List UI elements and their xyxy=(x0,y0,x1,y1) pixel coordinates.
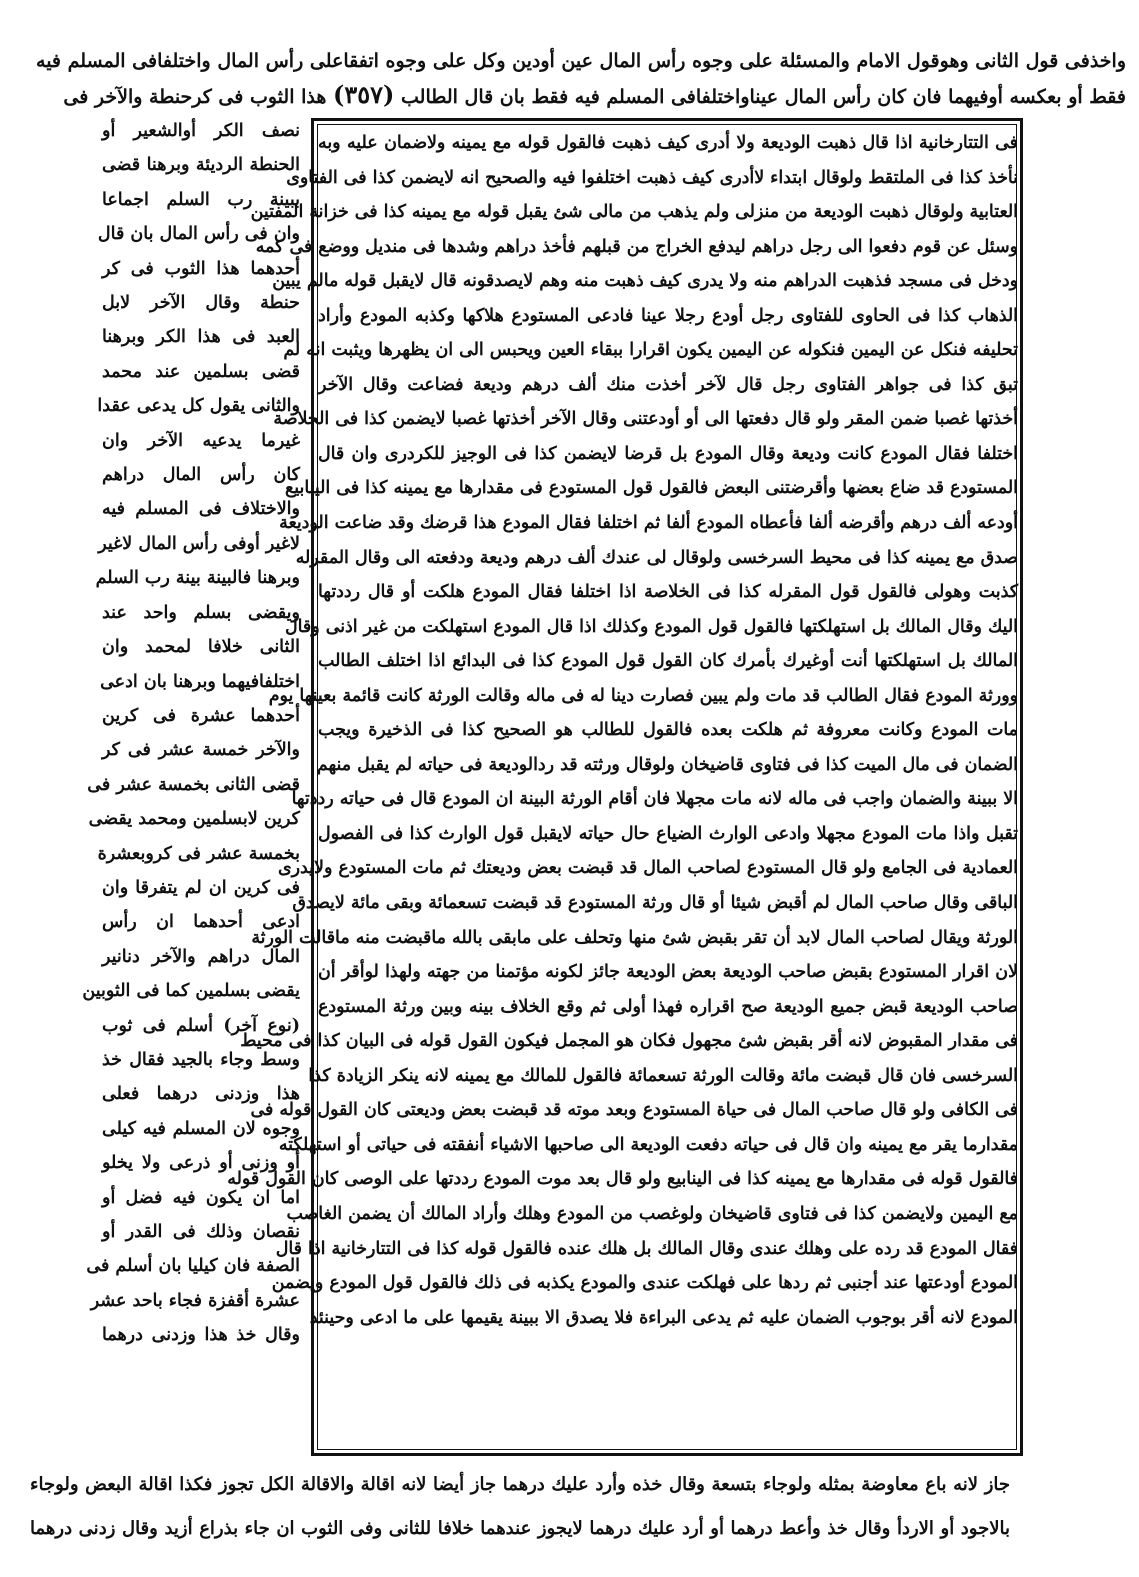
main-line: صدق مع يمينه كذا فى محيط السرخسى ولوقال لى عندك ألف درهم وديعة ودفعته الى وقال المقرله xyxy=(295,547,1018,568)
main-body-text xyxy=(227,126,1018,1335)
main-line: فى مقدار المقبوض لانه أقر بقبض شئ مجهول فكان هو المجمل فيكون القول قوله فى البيان كذا فى محيط xyxy=(240,1031,1018,1052)
main-line: فى التتارخانية اذا قال ذهبت الوديعة ولا أدرى كيف ذهبت فالقول قوله مع يمينه ولاضمان عليه وبه xyxy=(318,133,1018,153)
side-line: والآخر خمسة عشر فى كر xyxy=(102,740,300,761)
side-line: والاختلاف فى المسلم فيه xyxy=(102,499,300,520)
main-line: ودخل فى مسجد فذهبت الدراهم منه ولا يدرى كيف ذهبت منه وهم لايصدقونه قال لايقبل قوله مالم يبين xyxy=(272,271,1018,292)
side-line: قضى بسلمين عند محمد xyxy=(102,361,300,382)
top-margin-line-2-text: فقط أو بعكسه أوفيهما فان كان رأس المال عيناواختلفافى المسلم فيه فقط بان قال الطالب xyxy=(401,86,1126,108)
bottom-margin-commentary xyxy=(30,1463,1010,1551)
side-line: المال دراهم والآخر دنانير xyxy=(102,946,300,967)
main-line: مات المودع وكانت معروفة ثم هلكت بعده فالقول للطالب هو الصحيح كذا فى الذخيرة ويجب xyxy=(318,720,1018,741)
main-line: فالقول قوله فى مقدارها مع يمينه كذا فى الينابيع ولو قال بعد موت المودع رددتها على الوصى كان القول قوله xyxy=(227,1169,1018,1190)
side-line: أحدهما عشرة فى كرين xyxy=(102,705,300,726)
side-line: كان رأس المال دراهم xyxy=(102,465,300,486)
top-margin-line-2-end: هذا الثوب فى كرحنطة والآخر فى xyxy=(63,86,327,108)
side-line: لاغير أوفى رأس المال لاغير xyxy=(98,533,300,554)
main-line: السرخسى فان قال قبضت مائة وقالت الورثة تسعمائة فالقول للمالك مع يمينه لانه ينكر الزيادة كذا xyxy=(308,1065,1018,1086)
main-line: نأخذ كذا فى الملتقط ولوقال ابتداء لاأدرى كيف ذهبت اختلفوا فيه والصحيح انه لايضمن كذا فى الفتاوى xyxy=(286,167,1018,188)
side-line: الصفة فان كيليا بان أسلم فى xyxy=(86,1256,300,1277)
main-line: أودعه ألف درهم وأقرضه ألفا فأعطاه المودع ألفا ثم اختلفا فقال المودع هذا قرضك وقد ضاعت الوديعة xyxy=(279,513,1018,534)
side-line: اما ان يكون فيه فضل أو xyxy=(102,1187,300,1208)
side-line: ادعى أحدهما ان رأس xyxy=(102,912,300,933)
side-line: وان فى رأس المال بان قال xyxy=(97,224,300,245)
bottom-line: جاز لانه باع معاوضة بمثله ولوجاء بتسعة وقال خذه وأرد عليك درهما جاز أيضا لانه اقالة والاقالة الكل تجوز فكذا اقالة البعض ولوجاء xyxy=(30,1474,1010,1495)
main-line: الضمان فى مال الميت كذا فى فتاوى قاضيخان ولوقال ورثته قد ردالوديعة فى حياته لم يقبل منهم xyxy=(316,754,1018,775)
side-line: قضى الثانى بخمسة عشر فى xyxy=(87,774,300,795)
side-line: أو وزنى أو ذرعى ولا يخلو xyxy=(102,1153,300,1174)
main-line: المستودع قد ضاع بعضها وأقرضتنى البعض فالقول قول المستودع فى مقدارها مع يمينه كذا فى الينابيع xyxy=(284,478,1018,499)
side-line: والثانى يقول كل يدعى عقدا xyxy=(97,396,300,417)
main-line: وسئل عن قوم دفعوا الى رجل دراهم ليدفع الخراج من قبلهم فأخذ دراهم وشدها فى منديل ووضع فى كمه xyxy=(255,236,1018,257)
side-line: وبرهنا فالبينة بينة رب السلم xyxy=(95,568,300,589)
side-line: ويقضى بسلم واحد عند xyxy=(102,602,300,623)
page-number: (٣٥٧) xyxy=(333,80,395,109)
main-line: تبق كذا فى جواهر الفتاوى رجل قال لآخر أخذت منك ألف درهم وديعة فضاعت وقال الآخر xyxy=(318,374,1018,395)
bottom-line: بالاجود أو الاردأ وقال خذ وأعط درهما أو أرد عليك درهما لايجوز عندهما خلافا للثانى وفى الثوب ان جاء بذراع أزيد وقال زدنى درهما xyxy=(30,1518,1010,1539)
side-line: كرين لابسلمين ومحمد يقضى xyxy=(88,809,300,830)
top-margin-line-2 xyxy=(63,78,1126,114)
main-line: وورثة المودع فقال الطالب قد مات ولم يبين فصارت دينا له فى ماله وقالت الورثة كانت قائمة بعينها يوم xyxy=(268,685,1018,706)
main-line: تقبل واذا مات المودع مجهلا وادعى الوارث الضياع حال حياته لايقبل قول الوارث كذا فى الفصول xyxy=(318,823,1018,844)
side-line: بخمسة عشر فى كروبعشرة xyxy=(97,843,300,864)
side-line: وجوه لان المسلم فيه كيلى xyxy=(102,1118,300,1139)
side-line: عشرة أقفزة فجاء باحد عشر xyxy=(90,1290,300,1311)
main-line: كذبت وهولى فالقول قول المقرله كذا فى الخلاصة اذا اختلفا فقال المودع هلكت أو قال رددتها xyxy=(318,582,1018,603)
side-line: فى كرين ان لم يتفرقا وان xyxy=(102,877,300,898)
side-line: وسط وجاء بالجيد فقال خذ xyxy=(102,1049,300,1070)
main-line: العمادية فى الجامع ولو قال المستودع لصاحب المال قد قبضت بعض وديعتك ثم مات المستودع ولايدرى xyxy=(278,858,1018,879)
side-line: أحدهما هذا الثوب فى كر xyxy=(102,258,300,279)
side-line: الحنطة الرديئة وبرهنا قضى xyxy=(102,155,300,176)
main-line: لان اقرار المستودع بقبض صاحب الوديعة بعض الوديعة جائز لكونه مؤتمنا من جهته ولهذا لوأقر أن xyxy=(318,962,1018,983)
main-line: العتابية ولوقال ذهبت الوديعة من منزلى ولم يذهب من مالى شئ يقبل قوله مع يمينه كذا فى خزانة المفتين xyxy=(250,202,1018,223)
main-line: تحليفه فنكل عن اليمين فنكوله عن اليمين يكون اقرارا ببقاء العين ويحبس الى ان يظهرها ويثبت انه لم xyxy=(283,340,1018,361)
side-line: الثانى خلافا لمحمد وان xyxy=(102,637,300,658)
side-line: نقصان وذلك فى القدر أو xyxy=(102,1222,300,1242)
main-line: أخذتها غصبا ضمن المقر ولو قال دفعتها الى أو أودعتنى وقال الآخر أخذتها غصبا لايضمن كذا فى الخلاصة xyxy=(273,409,1018,430)
side-line: (نوع آخر) أسلم فى ثوب xyxy=(102,1015,300,1036)
main-line: فى الكافى ولو قال صاحب المال فى حياة المستودع وبعد موته قد قبضت بعض وديعتى كان القول قوله فى xyxy=(250,1100,1018,1121)
main-line: المالك بل استهلكتها أنت أوغيرك بأمرك كان القول قول المودع كذا فى البدائع اذا اختلف الطالب xyxy=(318,651,1018,672)
main-line: اليك وقال المالك بل استهلكتها فالقول قول المودع وكذلك اذا قال المودع استهلكت من غير اذنى وقال xyxy=(285,616,1018,637)
side-line: ببينة رب السلم اجماعا xyxy=(102,189,300,210)
side-line: هذا وزدنى درهما فعلى xyxy=(102,1084,300,1105)
main-line: فقال المودع قد رده على وهلك عندى وقال المالك بل هلك عنده فالقول قوله كذا فى التتارخانية اذا قال xyxy=(275,1238,1018,1259)
side-line: نصف الكر أوالشعير أو xyxy=(102,121,300,141)
side-line: يقضى بسلمين كما فى الثوبين xyxy=(82,981,300,1002)
main-line: الورثة ويقال لصاحب المال لابد أن تقر بقبض شئ منها وتحلف على مابقى بالله ماقبضت منه ماقالت الورثة xyxy=(251,927,1018,948)
side-line: العبد فى هذا الكر وبرهنا xyxy=(102,327,300,348)
main-line: مقدارما يقر مع يمينه وان قال فى حياته دفعت الوديعة الى صاحبها الاشياء أنفقته فى حياتى أو استهلكته xyxy=(278,1134,1018,1155)
main-line: الباقى وقال صاحب المال لم أقبض شيئا أو قال ورثة المستودع قد قبضت تسعمائة وبقى مائة لايصدق xyxy=(292,893,1018,914)
main-line: صاحب الوديعة قبض جميع الوديعة صح اقراره فهذا أولى ثم وقع الخلاف بينه وبين ورثة المستودع xyxy=(318,996,1018,1017)
side-line: اختلفافيهما وبرهنا بان ادعى xyxy=(100,671,300,692)
main-line: المودع لانه أقر بوجوب الضمان عليه ثم يدعى البراءة فلا يصدق الا ببينة يقيمها على ما ادعى وحينئذ xyxy=(309,1307,1018,1328)
side-line: غيرما يدعيه الآخر وان xyxy=(102,430,300,451)
main-line: الا ببينة والضمان واجب فى ماله لانه مات مجهلا فان أقام الورثة البينة ان المودع قال فى حياته رددتها xyxy=(291,789,1018,810)
top-margin-line-1: واخذفى قول الثانى وهوقول الامام والمسئلة على وجوه رأس المال عين أودين وكل على وجوه اتفقاعلى رأس المال واختلفافى المسلم فيه xyxy=(36,50,1126,72)
main-line: المودع أودعتها عند أجنبى ثم ردها على فهلكت عندى والمودع يكذبه فى ذلك فالقول قول المودع ويضمن xyxy=(271,1273,1018,1294)
main-line: الذهاب كذا فى الحاوى للفتاوى رجل أودع رجلا عينا فادعى المستودع هلاكها وكذبه المودع وأراد xyxy=(318,305,1018,326)
top-margin-commentary xyxy=(36,44,1126,114)
main-line: اختلفا فقال المودع كانت وديعة وقال المودع بل قرضا لايضمن كذا فى الوجيز للكردرى وان قال xyxy=(318,443,1018,464)
main-line: مع اليمين ولايضمن كذا فى فتاوى قاضيخان ولوغصب من المودع وهلك وأراد المالك أن يضمن الغاصب xyxy=(286,1203,1018,1224)
side-line: حنطة وقال الآخر لابل xyxy=(102,293,300,314)
side-line: وقال خذ هذا وزدنى درهما xyxy=(102,1325,300,1346)
